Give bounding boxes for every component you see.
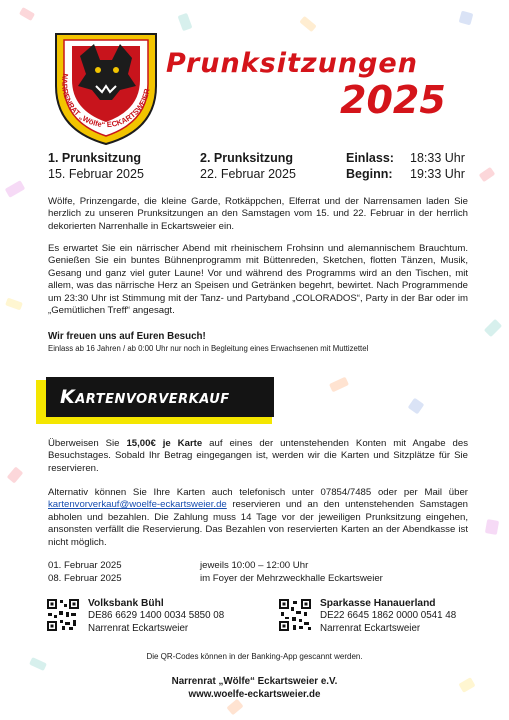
welcome-line: Wir freuen uns auf Euren Besuch! bbox=[48, 331, 206, 342]
event-2-name: 2. Prunksitzung bbox=[200, 151, 294, 165]
start-time-row bbox=[346, 166, 465, 182]
sparkasse-details bbox=[320, 598, 456, 635]
logo-ring-text: NARRENRAT „Wölfe“ ECKARTSWEIER bbox=[59, 72, 152, 130]
presale-paragraph-2 bbox=[48, 487, 468, 549]
sparkasse-name: Sparkasse Hanauerland bbox=[320, 598, 436, 609]
pickup-row-1 bbox=[48, 560, 383, 573]
pickup-dates bbox=[48, 560, 383, 585]
entry-time-value: 18:33 Uhr bbox=[410, 151, 465, 165]
footer bbox=[0, 676, 509, 701]
pickup-date-2: 08. Februar 2025 bbox=[48, 572, 122, 584]
footer-org: Narrenrat „Wölfe“ Eckartsweier e.V. bbox=[171, 676, 338, 687]
start-time-label: Beginn: bbox=[346, 167, 393, 181]
title-line-2: 2025 bbox=[340, 78, 446, 122]
event-1 bbox=[48, 150, 144, 182]
bank-volksbank bbox=[46, 598, 224, 635]
ticket-price: 15,00€ je Karte bbox=[126, 438, 203, 449]
pickup-info-2: im Foyer der Mehrzweckhalle Eckartsweier bbox=[200, 572, 383, 584]
event-2 bbox=[200, 150, 296, 182]
presale-p1-end: auf eines der untenstehenden Konten mit Angabe des Besuchstages. Sobald Ihr Betrag eingegangen ist, werden wir die Karten und Sitzplätze für Sie reservieren. bbox=[48, 438, 469, 474]
volksbank-name: Volksbank Bühl bbox=[88, 598, 164, 609]
qr-code-volksbank[interactable] bbox=[46, 598, 80, 632]
club-logo bbox=[50, 26, 162, 146]
volksbank-iban: DE86 6629 1400 0034 5850 08 bbox=[88, 610, 225, 622]
pickup-row-2 bbox=[48, 573, 383, 586]
presale-p2-end: reservieren und an den untenstehenden Samstagen abholen und bezahlen. Die Zahlung muss 14 Tage vor der jeweiligen Prunksitzung eingehen, ansonsten verfällt die Reservierung. Das Bezahlen von reservierten Karten an der Abendkasse ist nicht möglich. bbox=[48, 499, 468, 548]
presale-p1-start: Überweisen Sie bbox=[48, 438, 127, 449]
presale-banner: Kartenvorverkauf bbox=[46, 377, 274, 417]
pickup-info-1: jeweils 10:00 – 12:00 Uhr bbox=[200, 560, 309, 571]
qr-note: Die QR-Codes können in der Banking-App gescannt werden. bbox=[146, 652, 363, 661]
event-2-date: 22. Februar 2025 bbox=[200, 167, 296, 181]
bank-sparkasse bbox=[278, 598, 456, 635]
event-times bbox=[346, 150, 465, 182]
entry-time-row bbox=[346, 150, 465, 166]
age-note: Einlass ab 16 Jahren / ab 0:00 Uhr nur noch in Begleitung eines Erwachsenen mit Muttizettel bbox=[48, 344, 369, 353]
event-1-date: 15. Februar 2025 bbox=[48, 167, 144, 181]
sparkasse-iban: DE22 6645 1862 0000 0541 48 bbox=[320, 610, 457, 622]
volksbank-details bbox=[88, 598, 224, 635]
start-time-value: 19:33 Uhr bbox=[410, 167, 465, 181]
email-link[interactable]: kartenvorverkauf@woelfe-eckartsweier.de bbox=[48, 499, 227, 511]
pickup-date-1: 01. Februar 2025 bbox=[48, 560, 122, 571]
intro-paragraph-1: Wölfe, Prinzengarde, die kleine Garde, Rotkäppchen, Elferrat und der Narrensamen laden Sie herzlich zu unseren Prunksitzungen an den Samstagen vom 15. und 22. Februar in der herrlich dekorierten Narrenhalle in Eckartsweier ein. bbox=[48, 196, 468, 232]
event-1-name: 1. Prunksitzung bbox=[48, 151, 142, 165]
sparkasse-holder: Narrenrat Eckartsweier bbox=[320, 622, 421, 634]
title-line-1: Prunksitzungen bbox=[166, 48, 418, 79]
volksbank-holder: Narrenrat Eckartsweier bbox=[88, 622, 189, 634]
footer-url[interactable]: www.woelfe-eckartsweier.de bbox=[188, 688, 321, 700]
presale-paragraph-1 bbox=[48, 438, 468, 475]
intro-paragraph-2: Es erwartet Sie ein närrischer Abend mit rheinischem Frohsinn und alemannischem Brauchtum. Genießen Sie ein buntes Bühnenprogramm mit Büttenreden, Sketchen, flotten Tänzen, Musik, Gesang und ganz viel guter Laune! Vor und während des Programms wird an den Tischen, mit allem, was das närrische Herz an Speisen und Getränken begehrt, bewirtet. Nach Programmende um 23:30 Uhr ist Stimmung mit der Tanz- und Partyband „COLORADOS“, Party in der Bar oder im „Gemütlichen Treff“ angesagt. bbox=[48, 243, 468, 317]
entry-time-label: Einlass: bbox=[346, 151, 394, 165]
qr-code-sparkasse[interactable] bbox=[278, 598, 312, 632]
presale-p2-start: Alternativ können Sie Ihre Karten auch telefonisch unter 07854/7485 oder per Mail über bbox=[48, 487, 468, 498]
